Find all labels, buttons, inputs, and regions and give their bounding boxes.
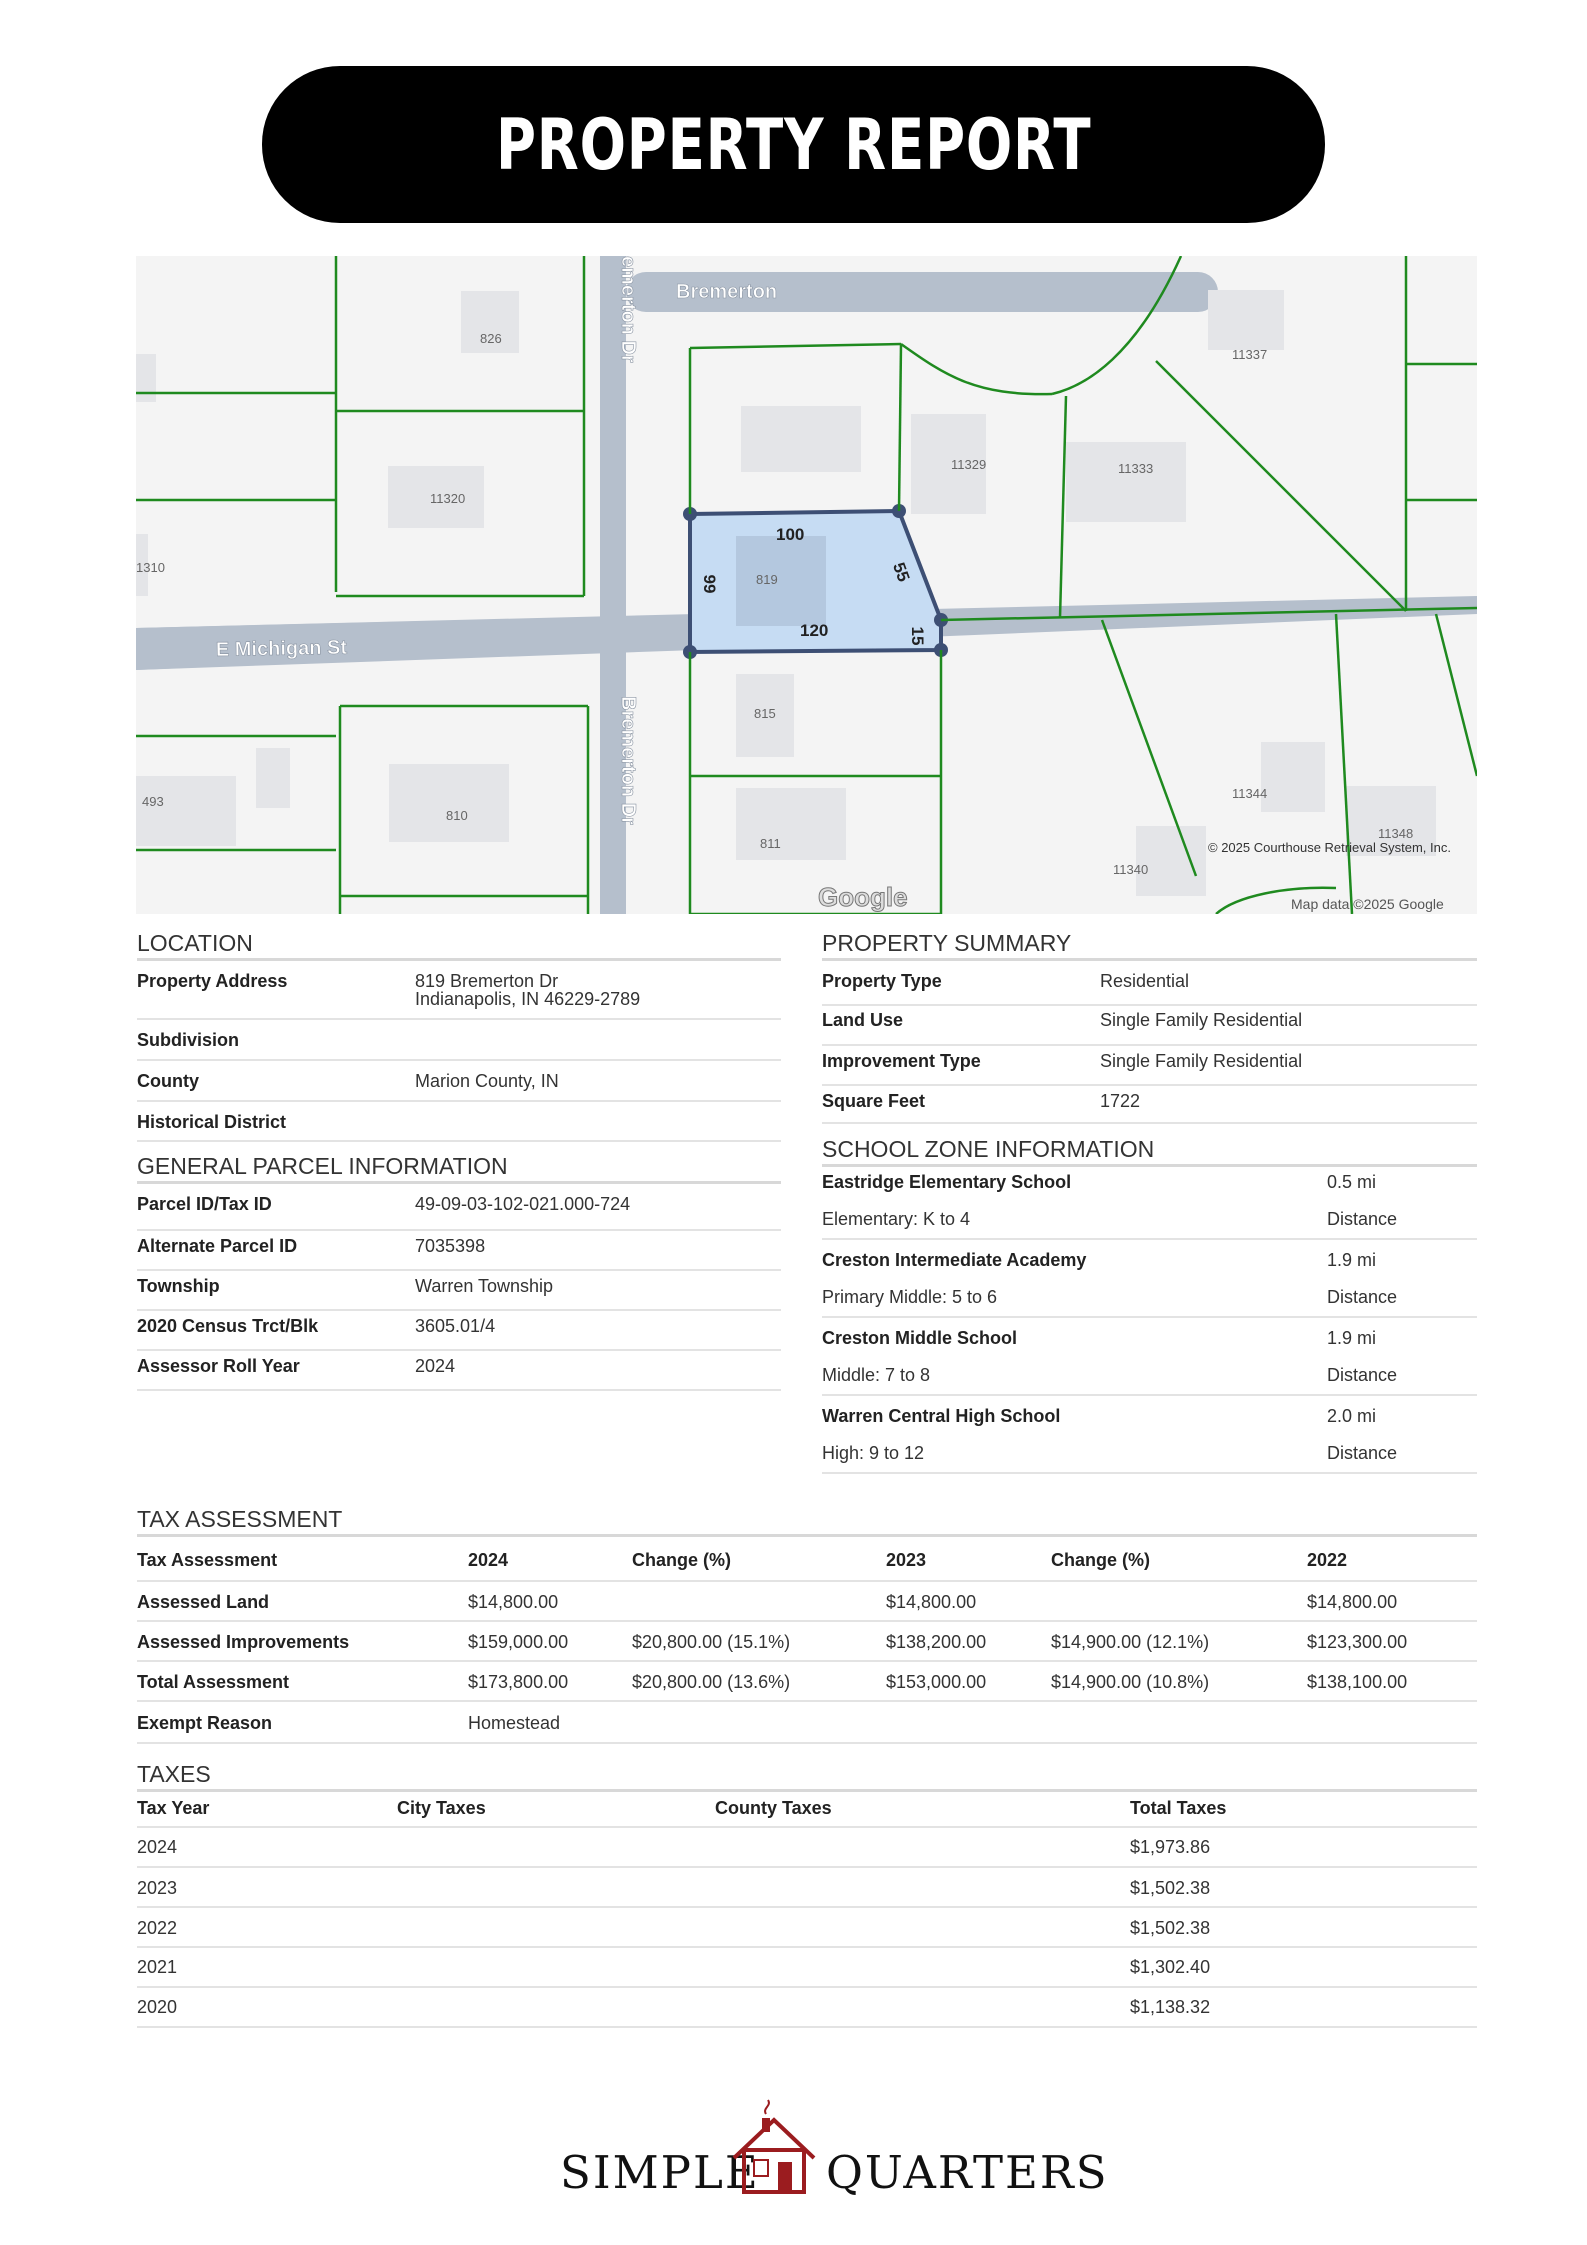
house-icon xyxy=(724,2098,824,2198)
taxes-row: 2022 $1,502.38 xyxy=(137,1908,1477,1948)
school-item: Warren Central High School 2.0 mi High: 9 to 12 Distance xyxy=(822,1406,1477,1474)
report-title: PROPERTY REPORT xyxy=(495,103,1092,186)
location-row: Historical District xyxy=(137,1102,781,1142)
assessment-row: Assessed Improvements $159,000.00 $20,800.00 (15.1%) $138,200.00 $14,900.00 (12.1%) $123,300.00 xyxy=(137,1622,1477,1662)
brand-right-text: QUARTERS xyxy=(826,2146,1109,2199)
schools-heading: SCHOOL ZONE INFORMATION xyxy=(822,1136,1477,1167)
location-row: Subdivision xyxy=(137,1020,781,1061)
school-item: Creston Intermediate Academy 1.9 mi Primary Middle: 5 to 6 Distance xyxy=(822,1250,1477,1318)
summary-row: Improvement Type Single Family Residential xyxy=(822,1046,1477,1086)
svg-text:emerton Dr: emerton Dr xyxy=(617,256,639,363)
taxes-row: 2023 $1,502.38 xyxy=(137,1868,1477,1908)
parcel-row: Assessor Roll Year 2024 xyxy=(137,1351,781,1391)
assessment-heading: TAX ASSESSMENT xyxy=(137,1506,1477,1537)
taxes-row: 2020 $1,138.32 xyxy=(137,1988,1477,2028)
school-item: Creston Middle School 1.9 mi Middle: 7 to 8 Distance xyxy=(822,1328,1477,1396)
summary-row: Square Feet 1722 xyxy=(822,1086,1477,1124)
svg-text:99: 99 xyxy=(700,574,719,594)
map-credit: © 2025 Courthouse Retrieval System, Inc. xyxy=(1208,840,1451,855)
lot-label: 819 xyxy=(756,572,778,587)
lot-label: 493 xyxy=(142,794,164,809)
assessment-row: Assessed Land $14,800.00 $14,800.00 $14,800.00 xyxy=(137,1582,1477,1622)
lot-label: 811 xyxy=(760,836,781,851)
location-row: Property Address 819 Bremerton Dr Indianapolis, IN 46229-2789 xyxy=(137,968,781,1020)
taxes-row: 2021 $1,302.40 xyxy=(137,1948,1477,1988)
svg-text:55: 55 xyxy=(889,559,914,585)
school-item: Eastridge Elementary School 0.5 mi Elementary: K to 4 Distance xyxy=(822,1172,1477,1240)
parcel-row: Parcel ID/Tax ID 49-09-03-102-021.000-724 xyxy=(137,1190,781,1231)
assessment-row: Total Assessment $173,800.00 $20,800.00 (13.6%) $153,000.00 $14,900.00 (10.8%) $138,100.00 xyxy=(137,1662,1477,1702)
taxes-heading: TAXES xyxy=(137,1761,1477,1792)
svg-text:E Michigan St: E Michigan St xyxy=(215,636,348,661)
lot-label: 11344 xyxy=(1232,786,1268,801)
assessment-header-row: Tax Assessment 2024 Change (%) 2023 Change (%) 2022 xyxy=(137,1540,1477,1582)
parcel-row: Alternate Parcel ID 7035398 xyxy=(137,1231,781,1271)
taxes-header-row: Tax Year City Taxes County Taxes Total Taxes xyxy=(137,1792,1477,1828)
summary-row: Property Type Residential xyxy=(822,968,1477,1006)
lot-label: 826 xyxy=(480,331,502,346)
lot-label: 11333 xyxy=(1118,461,1154,476)
assessment-row: Exempt Reason Homestead xyxy=(137,1702,1477,1744)
parcel-row: Township Warren Township xyxy=(137,1271,781,1311)
location-heading: LOCATION xyxy=(137,930,781,961)
svg-text:120: 120 xyxy=(800,621,829,640)
summary-row: Land Use Single Family Residential xyxy=(822,1006,1477,1046)
map-attribution: Map data ©2025 Google xyxy=(1291,896,1444,912)
lot-label: 11340 xyxy=(1113,862,1149,877)
parcel-map[interactable] xyxy=(136,256,1477,914)
report-title-banner xyxy=(262,66,1325,223)
simple-quarters-logo xyxy=(560,2098,1109,2208)
lot-label: 11320 xyxy=(430,491,466,506)
lot-label: 1310 xyxy=(136,560,165,575)
location-row: County Marion County, IN xyxy=(137,1061,781,1102)
map-canvas xyxy=(136,256,1477,914)
lot-label: 11348 xyxy=(1378,826,1414,841)
parcel-row: 2020 Census Trct/Blk 3605.01/4 xyxy=(137,1311,781,1351)
brand-left-text: SIMPLE xyxy=(560,2146,760,2199)
svg-text:Bremerton: Bremerton xyxy=(676,281,778,303)
svg-text:15: 15 xyxy=(908,626,927,646)
svg-text:Bremerton Dr: Bremerton Dr xyxy=(617,696,639,825)
lot-label: 810 xyxy=(446,808,468,823)
lot-label: 815 xyxy=(754,706,776,721)
svg-text:100: 100 xyxy=(776,525,805,544)
summary-heading: PROPERTY SUMMARY xyxy=(822,930,1477,961)
google-logo: Google xyxy=(818,882,908,912)
lot-label: 11337 xyxy=(1232,347,1268,362)
taxes-row: 2024 $1,973.86 xyxy=(137,1828,1477,1868)
lot-label: 11329 xyxy=(951,457,987,472)
parcel-heading: GENERAL PARCEL INFORMATION xyxy=(137,1153,781,1184)
